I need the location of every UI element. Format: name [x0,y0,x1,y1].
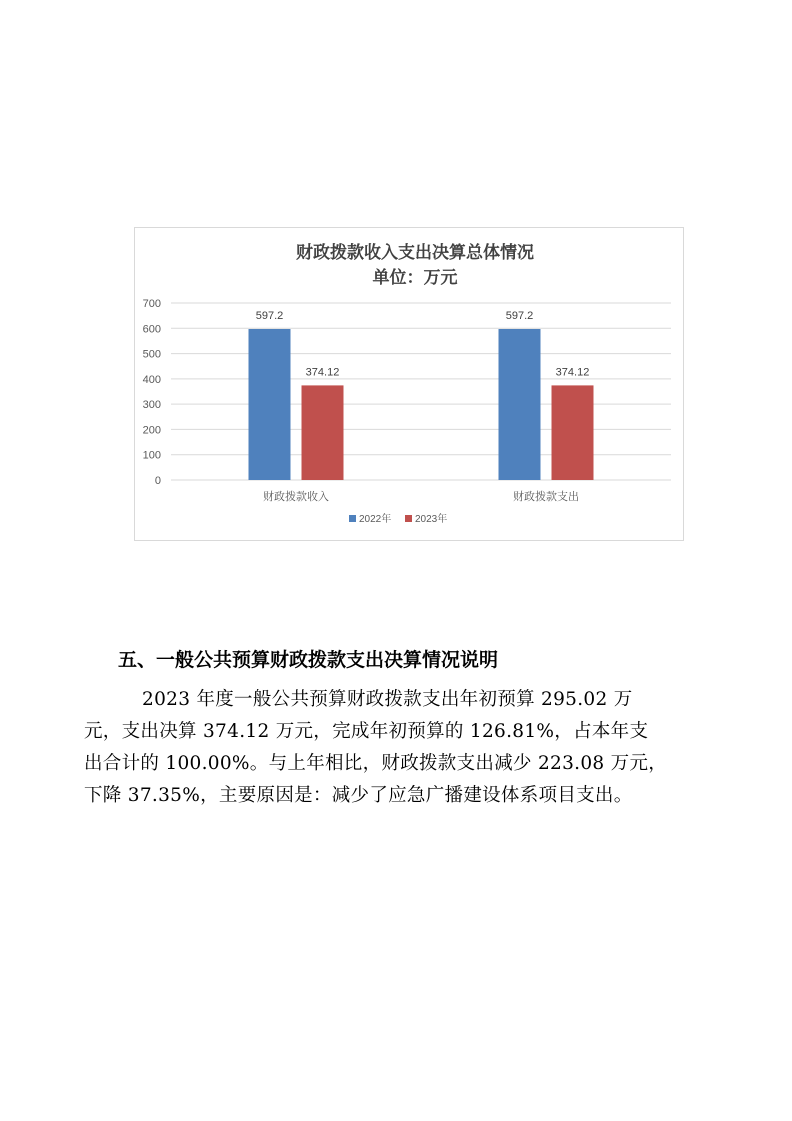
paragraph-line: 出合计的 100.00%。与上年相比，财政拨款支出减少 223.08 万元， [84,753,668,774]
paragraph-line: 元，支出决算 374.12 万元，完成年初预算的 126.81%，占本年支 [84,721,649,742]
bar [249,329,291,480]
y-tick-label: 300 [142,399,161,412]
section-paragraph [84,684,704,812]
chart-container [134,227,684,541]
legend-label: 2023年 [415,514,448,525]
bar [552,385,594,480]
data-label: 597.2 [505,309,534,322]
y-tick-label: 700 [142,298,161,310]
y-tick-label: 500 [142,348,161,361]
legend-swatch [405,515,412,522]
bar-chart [135,228,685,542]
legend-label: 2022年 [359,514,392,525]
data-label: 597.2 [255,309,284,322]
data-label: 374.12 [305,366,340,379]
chart-subtitle: 单位：万元 [372,268,458,288]
y-tick-label: 200 [142,424,161,437]
y-tick-label: 400 [142,373,161,386]
y-tick-label: 100 [142,449,161,462]
bar [499,329,541,480]
section-heading: 五、一般公共预算财政拨款支出决算情况说明 [118,649,499,671]
legend-swatch [349,515,356,522]
category-label: 财政拨款支出 [513,490,579,503]
y-tick-label: 0 [154,475,161,487]
bar [302,385,344,480]
paragraph-line: 2023 年度一般公共预算财政拨款支出年初预算 295.02 万 [142,689,633,710]
data-label: 374.12 [555,366,590,379]
category-label: 财政拨款收入 [263,490,329,503]
chart-title: 财政拨款收入支出决算总体情况 [296,243,534,263]
y-tick-label: 600 [142,323,161,336]
paragraph-line: 下降 37.35%，主要原因是：减少了应急广播建设体系项目支出。 [84,785,633,806]
